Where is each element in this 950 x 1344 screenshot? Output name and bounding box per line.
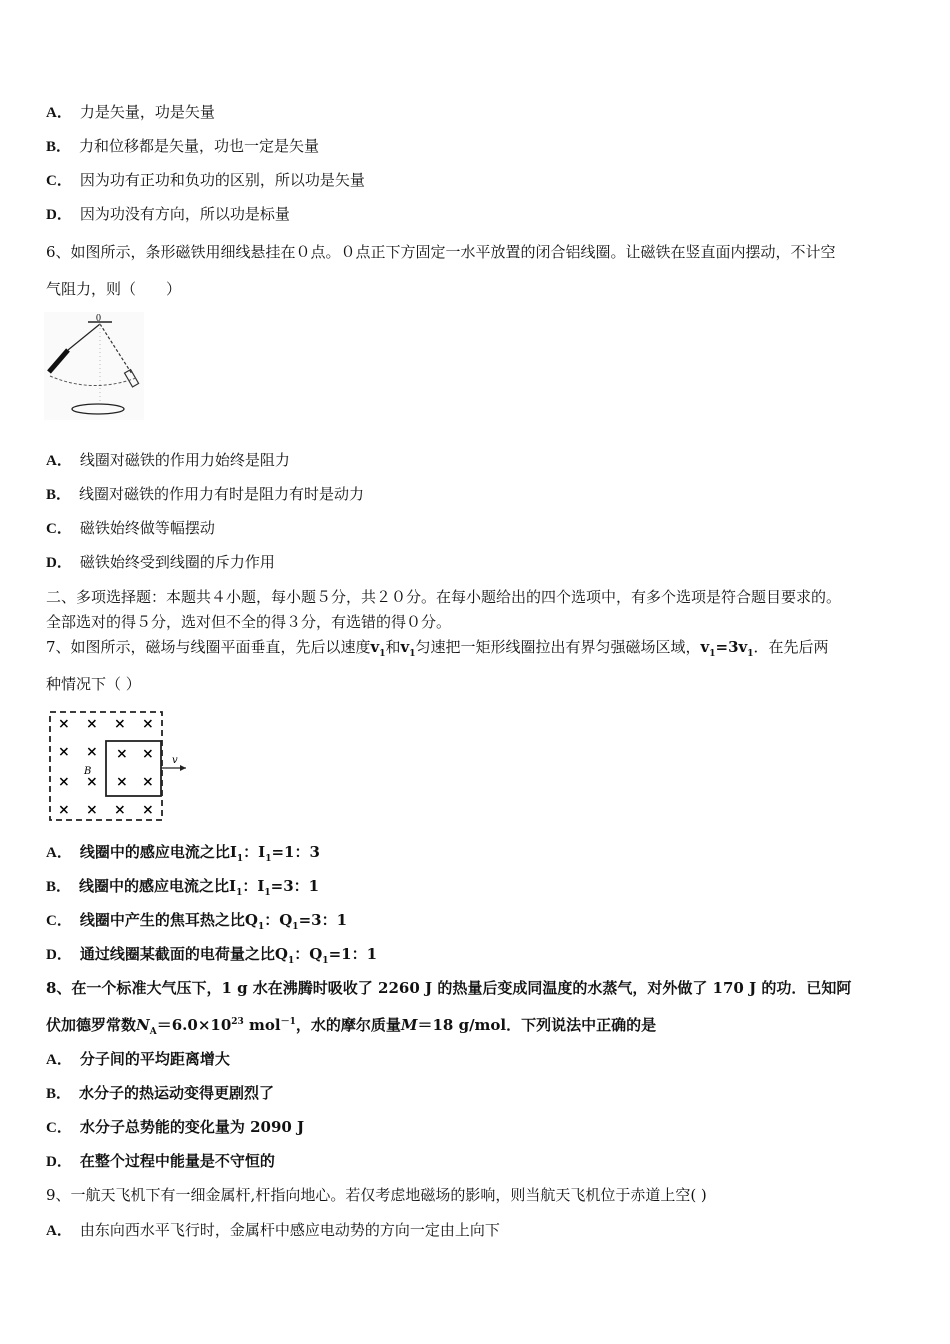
field-cross: × (58, 802, 70, 818)
option-label: D． (46, 207, 72, 223)
q6-option-b (46, 484, 364, 505)
pivot-label: 0 (96, 313, 101, 324)
field-cross: × (116, 746, 128, 762)
q7-stem-line2: 种情况下（ ） (46, 675, 141, 693)
option-label: A． (46, 453, 72, 469)
q7-option-b: B． 线圈中的感应电流之比$I_1$：$I_1=3$：1 (46, 877, 320, 898)
field-cross: × (86, 774, 98, 790)
option-label: D． (46, 555, 72, 571)
field-cross: × (142, 802, 154, 818)
q6-option-d (46, 552, 275, 573)
field-cross: × (114, 716, 126, 732)
q7-option-d: D． 通过线圈某截面的电荷量之比$Q_1$：$Q_1=1$：1 (46, 945, 378, 966)
magnetic-field-figure (44, 706, 194, 826)
field-cross: × (116, 774, 128, 790)
option-text: 线圈对磁铁的作用力始终是阻力 (79, 451, 290, 469)
pendulum-magnet-figure (44, 312, 144, 420)
option-text: 因为功没有方向，所以功是标量 (79, 205, 290, 223)
q5-option-a (46, 102, 215, 123)
field-cross: × (86, 744, 98, 760)
q7-stem-line1: 7、如图所示，磁场与线圈平面垂直，先后以速度$v_1$和$v_1$匀速把一矩形线圈拉出有界匀强磁场区域，$v_1=3v_1$．在先后两 (46, 638, 829, 659)
option-text: 磁铁始终做等幅摆动 (79, 519, 215, 537)
option-text: 力和位移都是矢量，功也一定是矢量 (79, 137, 320, 155)
q6-option-a (46, 450, 290, 471)
q8-option-d: D． 在整个过程中能量是不守恒的 (46, 1152, 275, 1170)
q5-option-c (46, 170, 365, 191)
field-cross: × (86, 716, 98, 732)
field-cross: × (58, 716, 70, 732)
q8-option-c: C． 水分子总势能的变化量为 2090 J (46, 1118, 305, 1136)
option-label: C． (46, 173, 72, 189)
option-text: 线圈对磁铁的作用力有时是阻力有时是动力 (79, 485, 365, 503)
q9-stem: 9、一航天飞机下有一细金属杆,杆指向地心。若仅考虑地磁场的影响，则当航天飞机位于赤道上空( ) (46, 1186, 707, 1204)
section2-heading-line2: 全部选对的得５分，选对但不全的得３分，有选错的得０分。 (46, 613, 452, 631)
q6-stem-line1: 6、如图所示，条形磁铁用细线悬挂在０点。０点正下方固定一水平放置的闭合铝线圈。让磁铁在竖直面内摆动，不计空 (46, 243, 836, 261)
option-label: C． (46, 521, 72, 537)
option-text: 因为功有正功和负功的区别，所以功是矢量 (79, 171, 365, 189)
q8-option-b: B． 水分子的热运动变得更剧烈了 (46, 1084, 275, 1102)
section2-heading-line1: 二、多项选择题：本题共４小题，每小题５分，共２０分。在每小题给出的四个选项中，有多个选项是符合题目要求的。 (46, 588, 842, 606)
q8-stem-line2: 伏加德罗常数$N_A=6.0\times 10^{23}$ mol$^{-1}$，水的摩尔质量M＝18 g/mol．下列说法中正确的是 (46, 1016, 657, 1037)
field-cross: × (86, 802, 98, 818)
option-label: A． (46, 105, 72, 121)
field-cross: × (142, 716, 154, 732)
q9-option-a: A． 由东向西水平飞行时，金属杆中感应电动势的方向一定由上向下 (46, 1221, 500, 1239)
field-cross: × (58, 744, 70, 760)
q7-option-c: C． 线圈中产生的焦耳热之比$Q_1$：$Q_1=3$：1 (46, 911, 348, 932)
q6-option-c (46, 518, 215, 539)
field-cross: × (142, 774, 154, 790)
q8-option-a: A． 分子间的平均距离增大 (46, 1050, 230, 1068)
field-label-b: B (84, 766, 92, 777)
field-cross: × (142, 746, 154, 762)
option-label: B． (46, 487, 72, 503)
field-cross: × (58, 774, 70, 790)
velocity-label: v (172, 755, 178, 766)
q5-option-b (46, 136, 319, 157)
q8-stem-line1: 8、在一个标准大气压下，1 g 水在沸腾时吸收了 2260 J 的热量后变成同温度的水蒸气，对外做了 170 J 的功．已知阿 (46, 979, 852, 997)
option-text: 磁铁始终受到线圈的斥力作用 (79, 553, 275, 571)
q6-stem-line2: 气阻力，则（ ） (46, 280, 182, 298)
velocity-arrow-head (180, 765, 186, 771)
field-cross: × (114, 802, 126, 818)
q5-option-d (46, 204, 290, 225)
option-label: B． (46, 139, 72, 155)
q7-option-a: A． 线圈中的感应电流之比$I_1$：$I_1=1$：3 (46, 843, 320, 864)
option-text: 力是矢量，功是矢量 (79, 103, 215, 121)
